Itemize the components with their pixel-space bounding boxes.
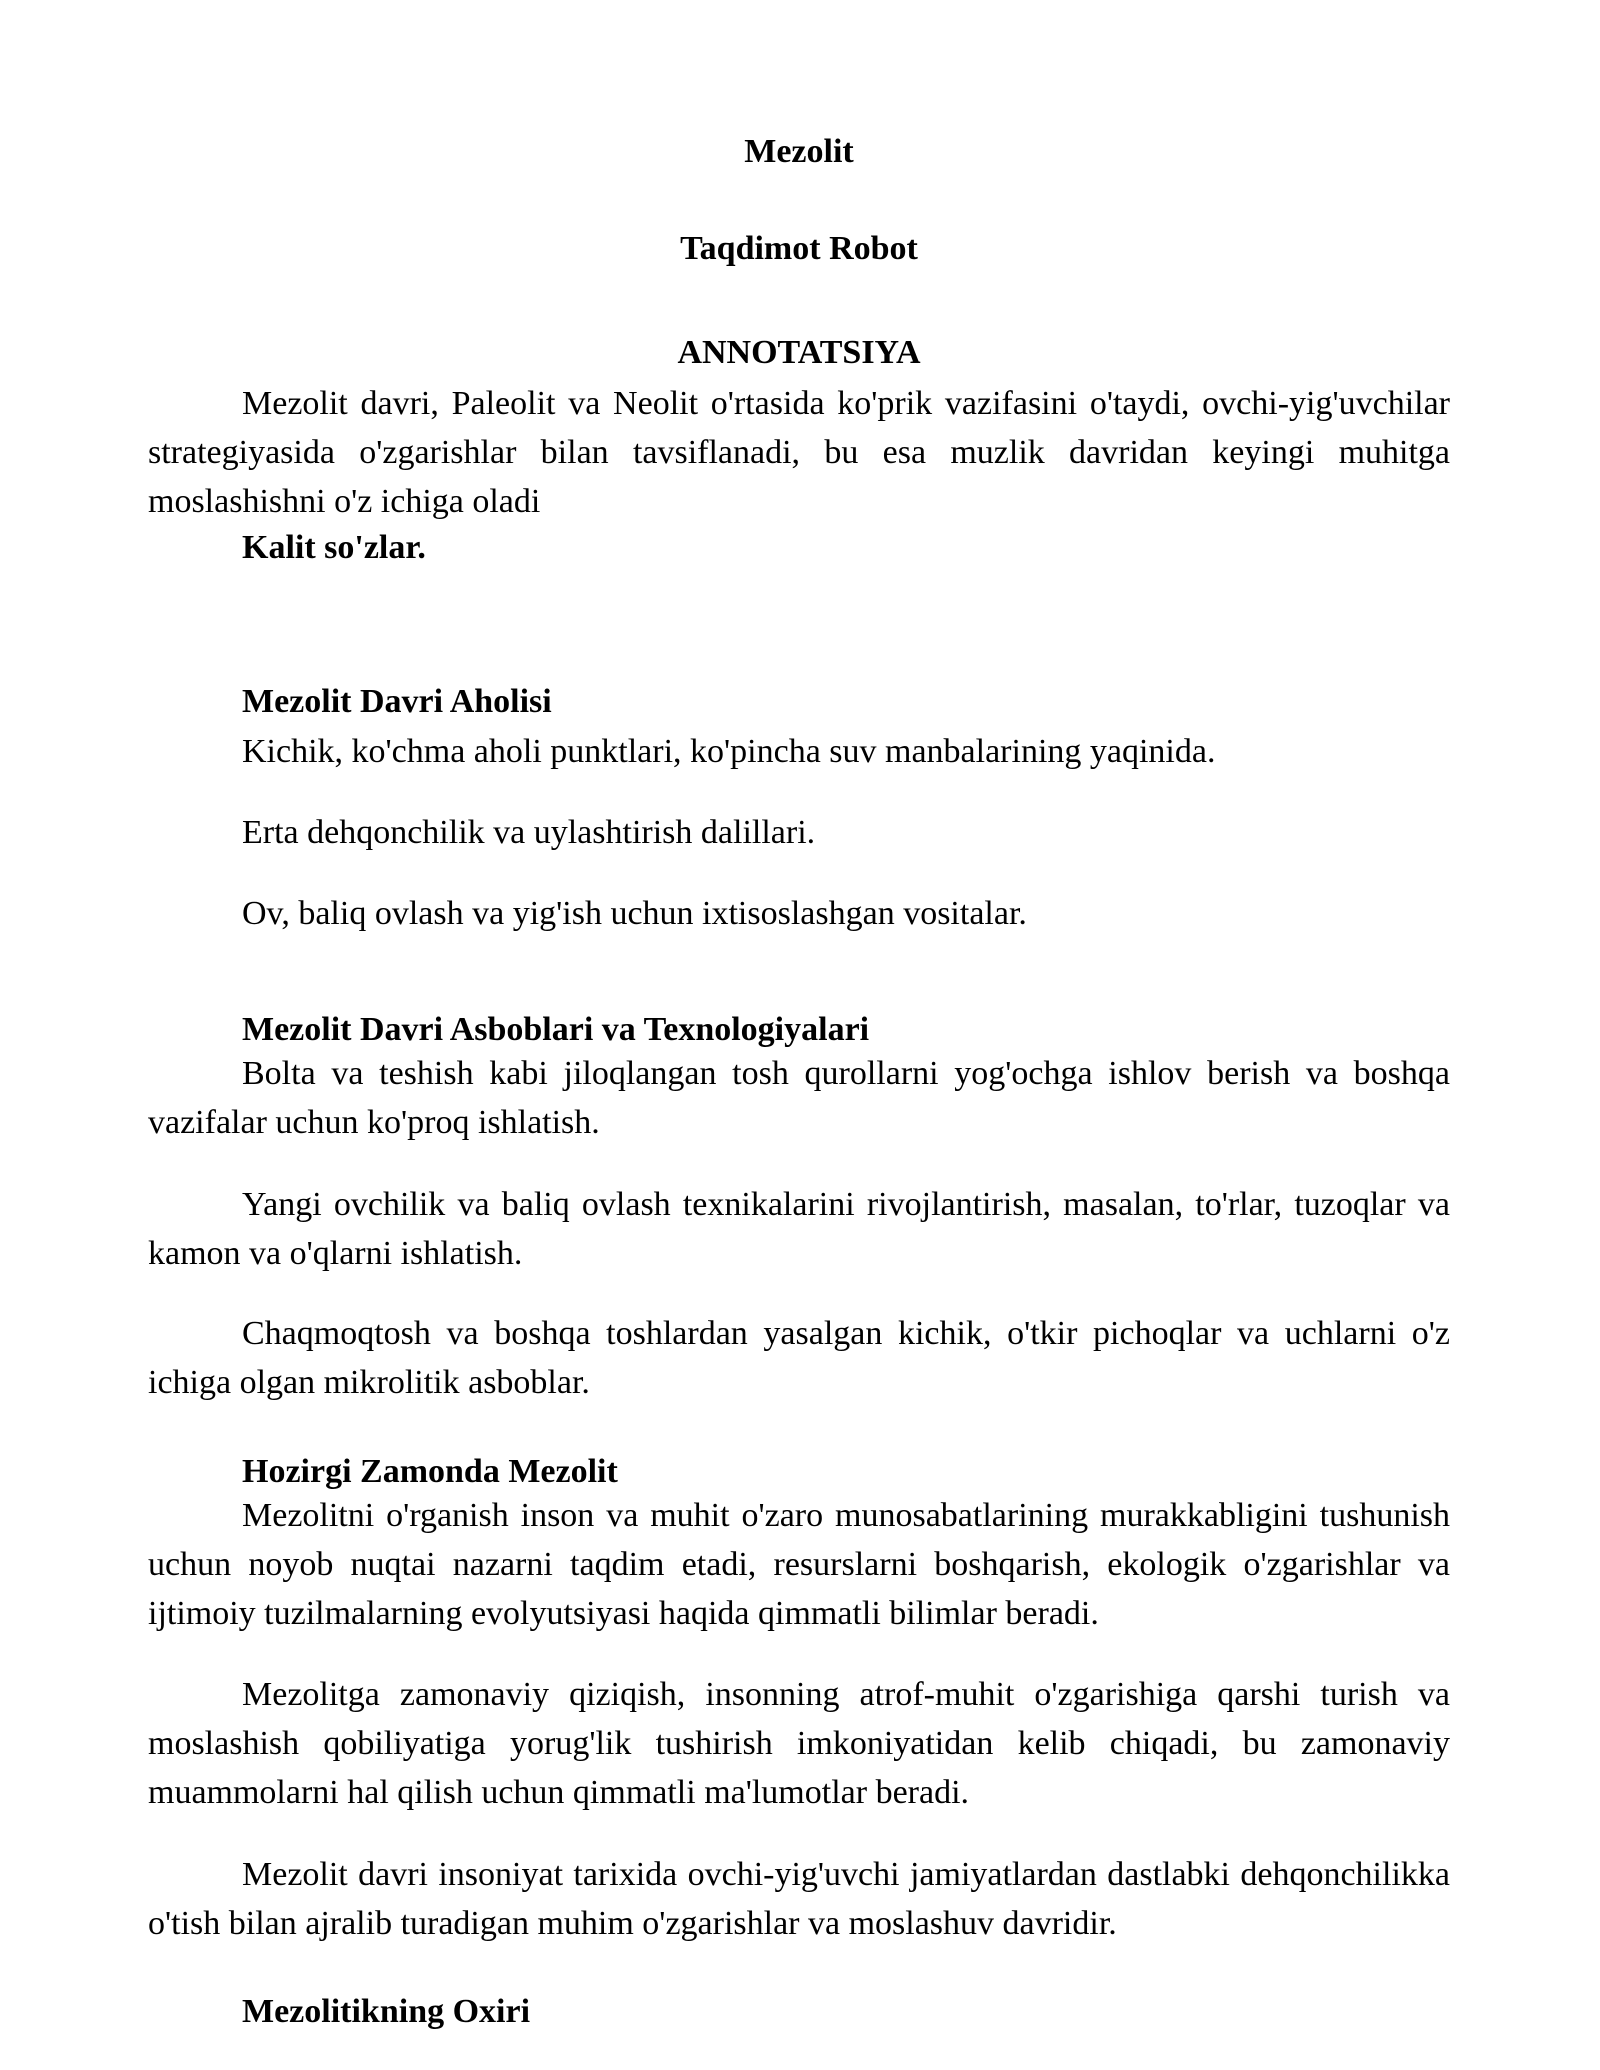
section-heading-aholisi: Mezolit Davri Aholisi [242, 683, 552, 720]
section-heading-asboblari: Mezolit Davri Asboblari va Texnologiyalari [242, 1011, 870, 1048]
list-item: Mezolitni o'rganish inson va muhit o'zaro munosabatlarining murakkabligini tushunish uchun noyob nuqtai nazarni taqdim etadi, resurslarni boshqarish, ekologik o'zgarishlar va ijtimoiy tuzilmalarning evolyutsiyasi haqida qimmatli bilimlar beradi. [148, 1497, 1450, 1632]
list-item: Chaqmoqtosh va boshqa toshlardan yasalgan kichik, o'tkir pichoqlar va uchlarni o'z ichiga olgan mikrolitik asboblar. [148, 1315, 1450, 1401]
document-subtitle: Taqdimot Robot [680, 230, 918, 267]
list-item: Bolta va teshish kabi jiloqlangan tosh qurollarni yog'ochga ishlov berish va boshqa vazifalar uchun ko'proq ishlatish. [148, 1055, 1450, 1141]
section-heading-hozirgi: Hozirgi Zamonda Mezolit [242, 1453, 618, 1490]
annotation-heading: ANNOTATSIYA [677, 334, 921, 371]
document-page [148, 0, 1450, 2070]
section-heading-oxiri: Mezolitikning Oxiri [242, 1993, 531, 2030]
list-item: Ov, baliq ovlash va yig'ish uchun ixtisoslashgan vositalar. [242, 895, 1027, 932]
keywords-label: Kalit so'zlar. [242, 529, 426, 566]
document-title: Mezolit [744, 133, 854, 170]
list-item: Yangi ovchilik va baliq ovlash texnikalarini rivojlantirish, masalan, to'rlar, tuzoqlar va kamon va o'qlarni ishlatish. [148, 1186, 1450, 1272]
list-item: Mezolit davri insoniyat tarixida ovchi-yig'uvchi jamiyatlardan dastlabki dehqonchilikka o'tish bilan ajralib turadigan muhim o'zgarishlar va moslashuv davridir. [148, 1856, 1450, 1942]
list-item: Kichik, ko'chma aholi punktlari, ko'pincha suv manbalarining yaqinida. [242, 733, 1216, 770]
annotation-text: Mezolit davri, Paleolit va Neolit o'rtasida ko'prik vazifasini o'taydi, ovchi-yig'uvchilar strategiyasida o'zgarishlar bilan tavsiflanadi, bu esa muzlik davridan keyingi muhitga moslashishni o'z ichiga oladi [148, 385, 1450, 520]
list-item: Mezolitga zamonaviy qiziqish, insonning atrof-muhit o'zgarishiga qarshi turish va moslashish qobiliyatiga yorug'lik tushirish imkoniyatidan kelib chiqadi, bu zamonaviy muammolarni hal qilish uchun qimmatli ma'lumotlar beradi. [148, 1676, 1450, 1811]
list-item: Erta dehqonchilik va uylashtirish dalillari. [242, 814, 816, 851]
